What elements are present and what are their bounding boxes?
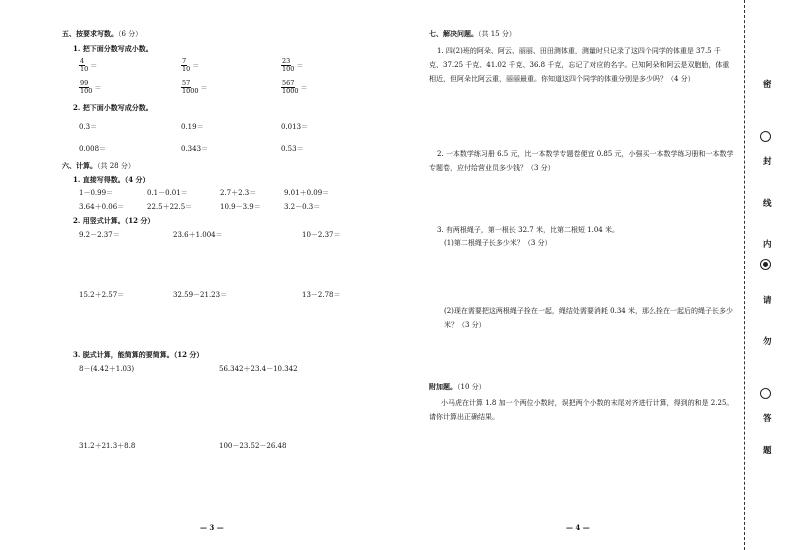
- stepwise-calc-item: 100－23.52－26.48: [219, 442, 287, 450]
- direct-calc-item: 0.1－0.01＝: [147, 189, 188, 197]
- vertical-calc-item: 10－2.37＝: [302, 231, 341, 239]
- section-7-heading: 七、解决问题。（共 15 分）: [429, 29, 516, 38]
- s6-q1-label: 1. 直接写得数。（4 分）: [73, 175, 150, 184]
- decimal-item: 0.008＝: [79, 145, 107, 153]
- binding-hole-icon: [760, 388, 771, 399]
- problem-3-part-2: (2)现在需要把这两根绳子拴在一起，绳结处需要消耗 0.34 米，那么拴在一起后的绳子长多少米？（3 分）: [444, 307, 733, 329]
- direct-calc-item: 1－0.99＝: [79, 189, 114, 197]
- stepwise-calc-item: 56.342＋23.4－10.342: [219, 365, 298, 373]
- stepwise-calc-item: 31.2＋21.3＋8.8: [79, 442, 136, 450]
- direct-calc-item: 3.64＋0.06＝: [79, 203, 125, 211]
- direct-calc-item: 22.5＋22.5＝: [147, 203, 193, 211]
- extra-problem: 小马虎在计算 1.8 加一个两位小数时，误把两个小数的末尾对齐进行计算，得到的和是 2.25。请你计算出正确结果。: [429, 399, 734, 421]
- seal-char: 密: [763, 80, 772, 90]
- s6-q2-label: 2. 用竖式计算。（12 分）: [73, 216, 155, 225]
- seal-dashed-line: [744, 0, 745, 550]
- vertical-calc-item: 9.2－2.37＝: [79, 231, 120, 239]
- seal-char: 答: [763, 414, 772, 424]
- direct-calc-item: 2.7＋2.3＝: [220, 189, 257, 197]
- direct-calc-item: 3.2－0.3＝: [284, 203, 321, 211]
- seal-char: 线: [763, 199, 772, 209]
- decimal-item: 0.53＝: [281, 145, 304, 153]
- seal-char: 封: [763, 157, 772, 167]
- direct-calc-item: 9.01＋0.09＝: [284, 189, 330, 197]
- s5-q1-label: 1. 把下面分数写成小数。: [73, 44, 153, 53]
- section-5-heading: 五、按要求写数。（6 分）: [62, 29, 143, 38]
- fraction-item: $\frac{567}{1000}$ ＝: [282, 79, 308, 96]
- seal-char: 内: [763, 240, 772, 250]
- fraction-item: $\frac{4}{10}$ ＝: [80, 57, 98, 74]
- decimal-item: 0.013＝: [281, 123, 309, 131]
- decimal-item: 0.3＝: [79, 123, 98, 131]
- problem-3-part-1: (1)第二根绳子长多少米？（3 分）: [444, 239, 552, 247]
- problem-3: 3. 有两根绳子，第一根长 32.7 米，比第二根短 1.04 米。: [437, 226, 619, 234]
- vertical-calc-item: 13－2.78＝: [302, 291, 341, 299]
- binding-hole-icon: [760, 131, 771, 142]
- vertical-calc-item: 15.2＋2.57＝: [79, 291, 125, 299]
- binding-hole-icon: [760, 259, 771, 270]
- stepwise-calc-item: 8－(4.42＋1.03): [79, 365, 135, 373]
- s6-q3-label: 3. 脱式计算，能简算的要简算。（12 分）: [73, 350, 204, 359]
- vertical-calc-item: 32.59－21.23＝: [173, 291, 228, 299]
- direct-calc-item: 10.9－3.9＝: [220, 203, 261, 211]
- problem-2: 2. 一本数学练习册 6.5 元，比一本数学专题卷便宜 0.85 元，小强买一本数学练习册和一本数学专题卷，应付给营业员多少钱？（3 分）: [429, 150, 734, 172]
- fraction-item: $\frac{7}{10}$ ＝: [182, 57, 200, 74]
- seal-char: 题: [763, 446, 772, 456]
- seal-char: 请: [763, 296, 772, 306]
- decimal-item: 0.19＝: [181, 123, 204, 131]
- vertical-calc-item: 23.6＋1.004＝: [173, 231, 223, 239]
- s5-q2-label: 2. 把下面小数写成分数。: [73, 103, 153, 112]
- problem-1: 1. 四(2)班的阿朵、阿云、丽丽、田田测体重，测量时只记录了这四个同学的体重是 37.5 千克、37.25 千克、41.02 千克、36.8 千克，忘记了对应的名字。已知阿朵和阿云是双胞胎，体重相近，但阿朵比阿云重，丽丽最重。你知道这四个同学的体重分别是多少吗？（4 分）: [429, 47, 730, 83]
- page-number: — 3 —: [200, 523, 224, 532]
- seal-char: 勿: [763, 337, 772, 347]
- decimal-item: 0.343＝: [181, 145, 209, 153]
- page-number: — 4 —: [566, 523, 590, 532]
- fraction-item: $\frac{99}{100}$ ＝: [80, 79, 102, 96]
- fraction-item: $\frac{23}{100}$ ＝: [282, 57, 304, 74]
- extra-heading: 附加题。（10 分）: [429, 382, 486, 391]
- fraction-item: $\frac{57}{1000}$ ＝: [182, 79, 208, 96]
- section-6-heading: 六、计算。（共 28 分）: [62, 161, 135, 170]
